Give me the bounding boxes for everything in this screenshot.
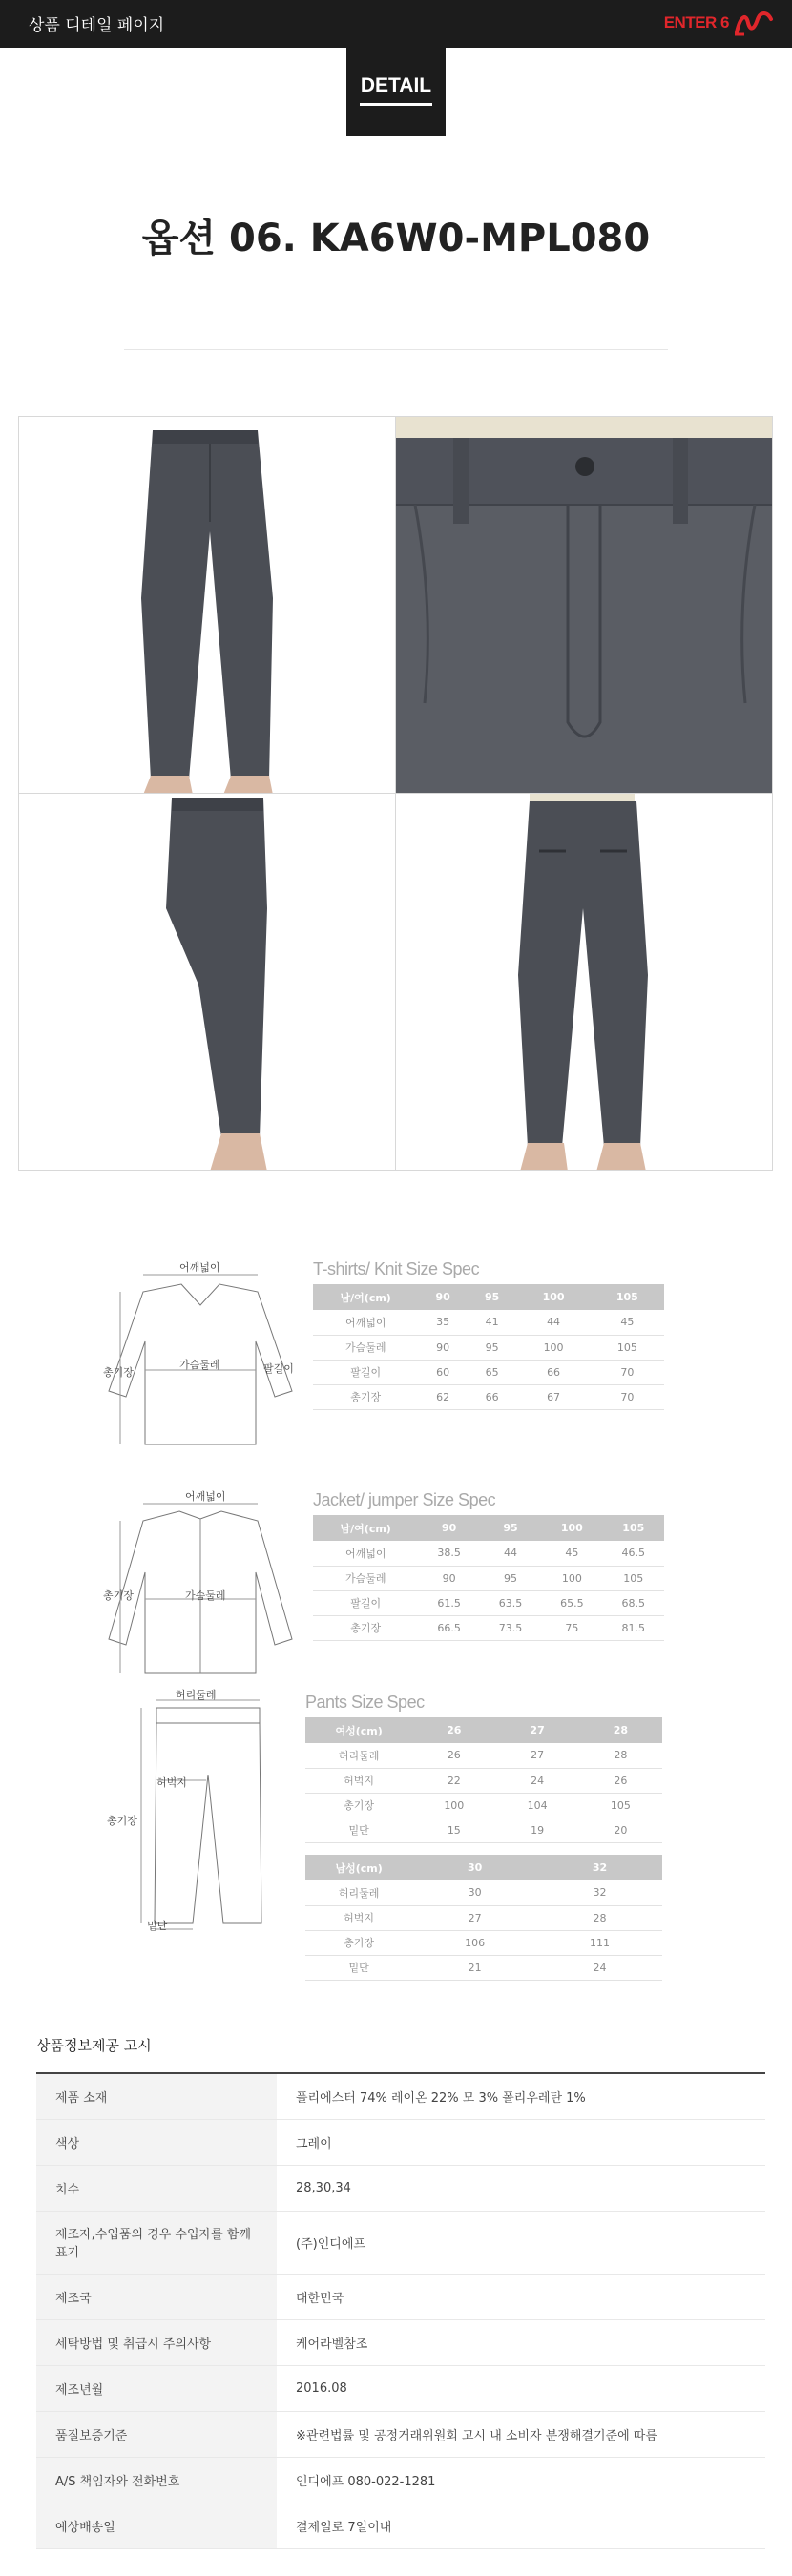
product-info-value: (주)인디에프 bbox=[277, 2211, 765, 2274]
tshirt-spec-cell: 95 bbox=[468, 1335, 517, 1360]
pants-men-spec-row bbox=[305, 1905, 662, 1930]
jacket-spec-row bbox=[313, 1615, 664, 1640]
pants-men-spec-cell: 28 bbox=[537, 1905, 662, 1930]
tshirt-label-sleeve: 팔길이 bbox=[263, 1362, 294, 1375]
header-title: 상품 디테일 페이지 bbox=[29, 16, 165, 35]
pants-women-spec-row bbox=[305, 1793, 662, 1818]
jacket-spec-cell: 95 bbox=[480, 1566, 541, 1590]
jacket-spec-cell: 90 bbox=[418, 1566, 479, 1590]
product-info-value: 폴리에스터 74% 레이온 22% 모 3% 폴리우레탄 1% bbox=[277, 2073, 765, 2119]
jacket-spec-cell: 38.5 bbox=[418, 1541, 479, 1566]
tshirt-spec-header-cell: 90 bbox=[418, 1284, 468, 1310]
jacket-spec-cell: 63.5 bbox=[480, 1590, 541, 1615]
product-info-row bbox=[36, 2073, 765, 2119]
pants-women-spec-cell: 22 bbox=[412, 1768, 495, 1793]
photo-back-view bbox=[395, 793, 773, 1171]
pants-men-spec-cell: 32 bbox=[537, 1880, 662, 1905]
product-info-key: 제조년월 bbox=[36, 2365, 277, 2411]
jacket-spec-row bbox=[313, 1590, 664, 1615]
pants-men-spec-cell: 21 bbox=[412, 1955, 537, 1980]
tshirt-spec-row bbox=[313, 1335, 664, 1360]
tshirt-spec-cell: 67 bbox=[516, 1384, 590, 1409]
pants-spec-title: Pants Size Spec bbox=[305, 1693, 425, 1712]
pants-men-spec-cell: 밑단 bbox=[305, 1955, 412, 1980]
tshirt-spec-cell: 어깨넓이 bbox=[313, 1310, 418, 1335]
pants-women-spec-header-cell: 여성(cm) bbox=[305, 1717, 412, 1743]
jacket-spec-title: Jacket/ jumper Size Spec bbox=[313, 1490, 496, 1509]
pants-men-spec-cell: 총기장 bbox=[305, 1930, 412, 1955]
jacket-diagram bbox=[105, 1486, 305, 1687]
tshirt-spec-header-cell: 95 bbox=[468, 1284, 517, 1310]
jacket-label-shoulder: 어깨넓이 bbox=[185, 1490, 226, 1503]
tshirt-spec-row bbox=[313, 1310, 664, 1335]
pants-label-thigh: 허벅지 bbox=[156, 1776, 187, 1789]
product-info-row bbox=[36, 2457, 765, 2503]
pants-men-header-row bbox=[305, 1855, 662, 1880]
product-info-title: 상품정보제공 고시 bbox=[36, 2037, 152, 2054]
tshirt-label-shoulder: 어깨넓이 bbox=[179, 1261, 220, 1274]
jacket-spec-header-row bbox=[313, 1515, 664, 1541]
jacket-spec-row bbox=[313, 1541, 664, 1566]
pants-women-spec-cell: 19 bbox=[495, 1818, 578, 1842]
pants-diagram bbox=[107, 1689, 303, 1937]
photo-waist-closeup bbox=[395, 416, 773, 794]
tshirt-spec-header-cell: 100 bbox=[516, 1284, 590, 1310]
jacket-spec-cell: 73.5 bbox=[480, 1615, 541, 1640]
jacket-spec-cell: 68.5 bbox=[603, 1590, 664, 1615]
tshirt-spec-cell: 100 bbox=[516, 1335, 590, 1360]
pants-men-spec-cell: 30 bbox=[412, 1880, 537, 1905]
brand-logo-text: ENTER 6 bbox=[663, 13, 729, 31]
jacket-spec-cell: 어깨넓이 bbox=[313, 1541, 418, 1566]
pants-men-spec-header-cell: 남성(cm) bbox=[305, 1855, 412, 1880]
tshirt-spec-cell: 총기장 bbox=[313, 1384, 418, 1409]
product-info-value: 2016.08 bbox=[277, 2365, 765, 2411]
pants-women-spec-cell: 104 bbox=[495, 1793, 578, 1818]
jacket-spec-cell: 66.5 bbox=[418, 1615, 479, 1640]
tshirt-diagram bbox=[105, 1257, 305, 1458]
pants-women-spec-cell: 총기장 bbox=[305, 1793, 412, 1818]
tshirt-spec-cell: 팔길이 bbox=[313, 1360, 418, 1384]
product-info-row bbox=[36, 2365, 765, 2411]
tshirt-spec-cell: 60 bbox=[418, 1360, 468, 1384]
pants-men-spec-cell: 106 bbox=[412, 1930, 537, 1955]
pants-women-spec-cell: 허벅지 bbox=[305, 1768, 412, 1793]
tshirt-spec-cell: 35 bbox=[418, 1310, 468, 1335]
product-info-row bbox=[36, 2411, 765, 2457]
tshirt-spec-cell: 45 bbox=[591, 1310, 664, 1335]
pants-label-waist: 허리둘레 bbox=[176, 1689, 217, 1701]
product-info-value: 대한민국 bbox=[277, 2274, 765, 2319]
detail-tab-label: DETAIL bbox=[360, 74, 432, 96]
pants-men-spec-cell: 허벅지 bbox=[305, 1905, 412, 1930]
detail-tab-underline bbox=[360, 103, 432, 106]
pants-men-spec-cell: 27 bbox=[412, 1905, 537, 1930]
jacket-spec-header-cell: 남/여(cm) bbox=[313, 1515, 418, 1541]
pants-women-header-row bbox=[305, 1717, 662, 1743]
tshirt-spec-row bbox=[313, 1384, 664, 1409]
jacket-spec-cell: 100 bbox=[541, 1566, 602, 1590]
pants-women-spec-cell: 밑단 bbox=[305, 1818, 412, 1842]
jacket-spec-cell: 가슴둘레 bbox=[313, 1566, 418, 1590]
tshirt-spec-cell: 90 bbox=[418, 1335, 468, 1360]
tshirt-spec-cell: 70 bbox=[591, 1360, 664, 1384]
pants-men-spec-cell: 24 bbox=[537, 1955, 662, 1980]
pants-women-spec-row bbox=[305, 1743, 662, 1768]
pants-men-spec-cell: 허리둘레 bbox=[305, 1880, 412, 1905]
product-info-value: 그레이 bbox=[277, 2119, 765, 2165]
product-info-row bbox=[36, 2503, 765, 2548]
tshirt-spec-cell: 62 bbox=[418, 1384, 468, 1409]
brand-logo[interactable] bbox=[664, 10, 775, 36]
photo-side-view bbox=[18, 793, 396, 1171]
pants-women-spec-header-cell: 26 bbox=[412, 1717, 495, 1743]
jacket-spec-cell: 44 bbox=[480, 1541, 541, 1566]
tshirt-spec-cell: 66 bbox=[516, 1360, 590, 1384]
brand-logo-swoosh-icon bbox=[733, 10, 775, 36]
pants-women-spec-header-cell: 27 bbox=[495, 1717, 578, 1743]
pants-women-spec-cell: 26 bbox=[579, 1768, 662, 1793]
product-info-table bbox=[36, 2072, 765, 2549]
jacket-spec-cell: 105 bbox=[603, 1566, 664, 1590]
jacket-spec-header-cell: 100 bbox=[541, 1515, 602, 1541]
product-info-key: 제품 소재 bbox=[36, 2073, 277, 2119]
product-title: 옵션 06. KA6W0-MPL080 bbox=[141, 217, 651, 260]
pants-women-spec-row bbox=[305, 1818, 662, 1842]
photo-front-view bbox=[18, 416, 396, 794]
product-info-value: 결제일로 7일이내 bbox=[277, 2503, 765, 2548]
pants-men-spec-table bbox=[305, 1855, 662, 1981]
pants-women-spec-header-cell: 28 bbox=[579, 1717, 662, 1743]
pants-label-hem: 밑단 bbox=[147, 1920, 168, 1932]
pants-men-spec-header-cell: 30 bbox=[412, 1855, 537, 1880]
tshirt-label-length: 총기장 bbox=[103, 1366, 134, 1379]
tshirt-spec-cell: 65 bbox=[468, 1360, 517, 1384]
pants-men-spec-row bbox=[305, 1930, 662, 1955]
pants-outline-icon bbox=[113, 1689, 303, 1937]
product-info-value: 28,30,34 bbox=[277, 2165, 765, 2211]
pants-label-length: 총기장 bbox=[107, 1815, 137, 1827]
tshirt-spec-cell: 70 bbox=[591, 1384, 664, 1409]
jacket-spec-header-cell: 90 bbox=[418, 1515, 479, 1541]
product-info-row bbox=[36, 2211, 765, 2274]
pants-women-spec-cell: 24 bbox=[495, 1768, 578, 1793]
product-info-key: 제조국 bbox=[36, 2274, 277, 2319]
pants-women-spec-cell: 15 bbox=[412, 1818, 495, 1842]
product-info-key: A/S 책임자와 전화번호 bbox=[36, 2457, 277, 2503]
pants-women-spec-cell: 100 bbox=[412, 1793, 495, 1818]
pants-men-spec-row bbox=[305, 1955, 662, 1980]
jacket-spec-cell: 45 bbox=[541, 1541, 602, 1566]
pants-women-spec-cell: 20 bbox=[579, 1818, 662, 1842]
pants-women-spec-row bbox=[305, 1768, 662, 1793]
product-info-key: 색상 bbox=[36, 2119, 277, 2165]
pants-men-spec-row bbox=[305, 1880, 662, 1905]
pants-women-spec-cell: 105 bbox=[579, 1793, 662, 1818]
tshirt-spec-row bbox=[313, 1360, 664, 1384]
tshirt-spec-cell: 41 bbox=[468, 1310, 517, 1335]
product-info-key: 예상배송일 bbox=[36, 2503, 277, 2548]
title-divider bbox=[124, 349, 668, 350]
jacket-label-chest: 가슴둘레 bbox=[185, 1589, 226, 1602]
detail-tab bbox=[346, 48, 446, 136]
jacket-spec-row bbox=[313, 1566, 664, 1590]
top-header-bar bbox=[0, 0, 792, 48]
jacket-spec-cell: 46.5 bbox=[603, 1541, 664, 1566]
product-info-value: 인디에프 080-022-1281 bbox=[277, 2457, 765, 2503]
tshirt-spec-cell: 가슴둘레 bbox=[313, 1335, 418, 1360]
jacket-spec-cell: 팔길이 bbox=[313, 1590, 418, 1615]
product-info-value: ※관련법률 및 공정거래위원회 고시 내 소비자 분쟁해결기준에 따름 bbox=[277, 2411, 765, 2457]
tshirt-spec-title: T-shirts/ Knit Size Spec bbox=[313, 1259, 480, 1278]
tshirt-spec-header-cell: 남/여(cm) bbox=[313, 1284, 418, 1310]
tshirt-spec-header-row bbox=[313, 1284, 664, 1310]
product-info-value: 케어라벨참조 bbox=[277, 2319, 765, 2365]
product-info-row bbox=[36, 2165, 765, 2211]
jacket-spec-header-cell: 95 bbox=[480, 1515, 541, 1541]
product-info-row bbox=[36, 2274, 765, 2319]
jacket-spec-cell: 65.5 bbox=[541, 1590, 602, 1615]
tshirt-spec-header-cell: 105 bbox=[591, 1284, 664, 1310]
pants-women-spec-cell: 26 bbox=[412, 1743, 495, 1768]
tshirt-spec-cell: 44 bbox=[516, 1310, 590, 1335]
product-info-row bbox=[36, 2119, 765, 2165]
tshirt-spec-cell: 66 bbox=[468, 1384, 517, 1409]
pants-women-spec-table bbox=[305, 1717, 662, 1843]
pants-women-spec-cell: 28 bbox=[579, 1743, 662, 1768]
jacket-spec-cell: 81.5 bbox=[603, 1615, 664, 1640]
jacket-spec-cell: 총기장 bbox=[313, 1615, 418, 1640]
tshirt-label-chest: 가슴둘레 bbox=[179, 1359, 220, 1371]
product-info-key: 품질보증기준 bbox=[36, 2411, 277, 2457]
pants-women-spec-cell: 허리둘레 bbox=[305, 1743, 412, 1768]
product-info-row bbox=[36, 2319, 765, 2365]
pants-men-spec-cell: 111 bbox=[537, 1930, 662, 1955]
pants-men-spec-header-cell: 32 bbox=[537, 1855, 662, 1880]
tshirt-spec-cell: 105 bbox=[591, 1335, 664, 1360]
product-info-key: 치수 bbox=[36, 2165, 277, 2211]
product-info-key: 세탁방법 및 취급시 주의사항 bbox=[36, 2319, 277, 2365]
tshirt-spec-table bbox=[313, 1284, 664, 1410]
jacket-outline-icon bbox=[105, 1486, 305, 1687]
jacket-spec-cell: 75 bbox=[541, 1615, 602, 1640]
jacket-spec-cell: 61.5 bbox=[418, 1590, 479, 1615]
jacket-spec-table bbox=[313, 1515, 664, 1641]
product-info-key: 제조자,수입품의 경우 수입자를 함께 표기 bbox=[36, 2211, 277, 2274]
jacket-spec-header-cell: 105 bbox=[603, 1515, 664, 1541]
jacket-label-length: 총기장 bbox=[103, 1589, 134, 1602]
pants-women-spec-cell: 27 bbox=[495, 1743, 578, 1768]
